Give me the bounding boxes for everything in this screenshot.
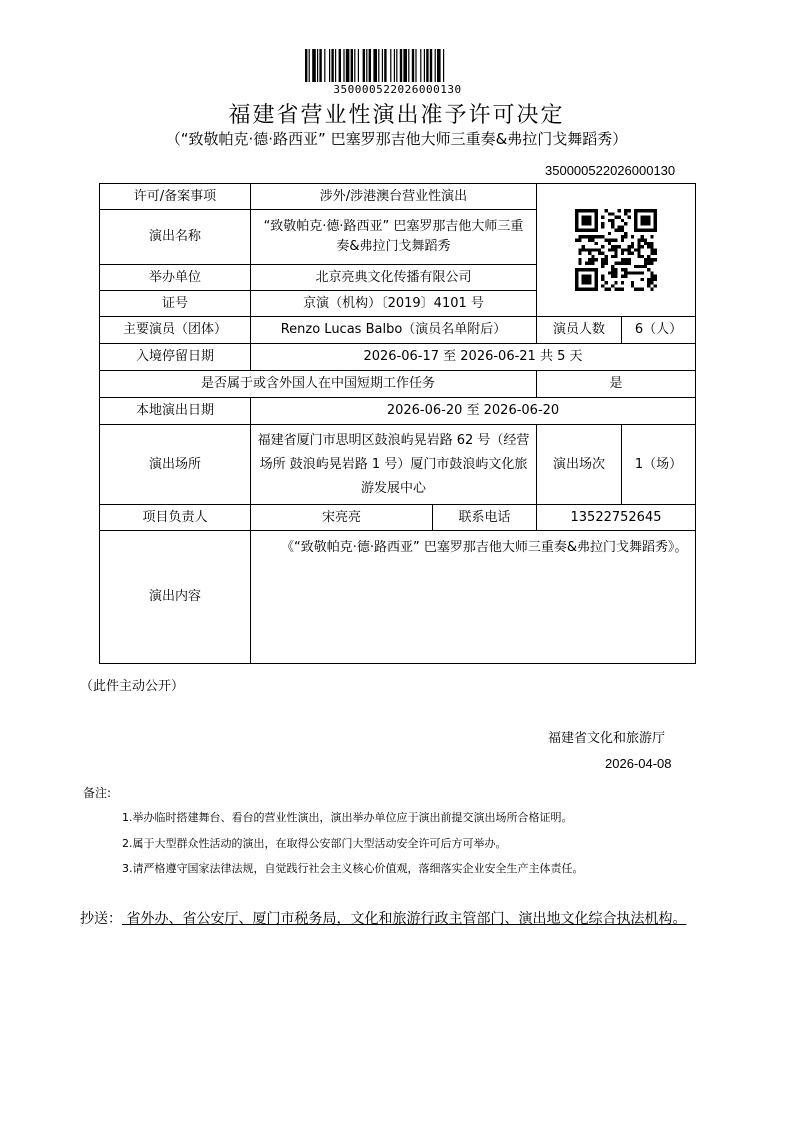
remark-item: 3.请严格遵守国家法律法规，自觉践行社会主义核心价值观，落细落实企业安全生产主体责任。	[122, 862, 584, 875]
document-subtitle: （“致敬帕克·德·路西亚” 巴塞罗那吉他大师三重奏&弗拉门戈舞蹈秀）	[165, 130, 628, 148]
permit-table	[99, 183, 696, 664]
field-value: 2026-06-17 至 2026-06-21 共 5 天	[251, 344, 696, 371]
table-row	[100, 425, 696, 505]
qr-code-cell	[537, 184, 696, 317]
field-label: 演出内容	[100, 531, 251, 664]
table-row	[100, 184, 696, 210]
table-row	[100, 371, 696, 398]
remark-item: 1.举办临时搭建舞台、看台的营业性演出，演出举办单位应于演出前提交演出场所合格证明。	[122, 811, 573, 824]
barcode-number: 350000522026000130	[333, 83, 462, 96]
field-value: 是	[537, 371, 696, 398]
field-label: 举办单位	[100, 265, 251, 291]
field-label: 许可/备案事项	[100, 184, 251, 210]
table-row	[100, 505, 696, 531]
field-label: 证号	[100, 291, 251, 317]
table-row	[100, 531, 696, 664]
remarks-label: 备注:	[83, 786, 112, 800]
public-notice: （此件主动公开）	[80, 679, 185, 694]
field-label: 入境停留日期	[100, 344, 251, 371]
field-value: 6（人）	[622, 317, 696, 344]
field-value: 涉外/涉港澳台营业性演出	[251, 184, 537, 210]
field-label: 项目负责人	[100, 505, 251, 531]
field-label: 演出场所	[100, 425, 251, 505]
field-label: 演出场次	[537, 425, 622, 505]
field-label: 演出名称	[100, 210, 251, 265]
field-label: 本地演出日期	[100, 398, 251, 425]
field-value: 京演（机构）〔2019〕4101 号	[251, 291, 537, 317]
table-row	[100, 317, 696, 344]
cc-list	[80, 908, 720, 930]
cc-recipients: 省外办、省公安厅、厦门市税务局，文化和旅游行政主管部门、演出地文化综合执法机构。	[122, 911, 687, 927]
field-value: 《“致敬帕克·德·路西亚” 巴塞罗那吉他大师三重奏&弗拉门戈舞蹈秀》。	[251, 531, 696, 664]
cc-label: 抄送：	[80, 911, 122, 927]
document-number: 350000522026000130	[545, 163, 676, 178]
field-value: “致敬帕克·德·路西亚” 巴塞罗那吉他大师三重奏&弗拉门戈舞蹈秀	[251, 210, 537, 265]
field-label: 主要演员（团体）	[100, 317, 251, 344]
issuing-authority: 福建省文化和旅游厅	[548, 731, 666, 746]
issue-date: 2026-04-08	[605, 756, 672, 771]
document-title: 福建省营业性演出准予许可决定	[228, 103, 565, 128]
table-row	[100, 398, 696, 425]
table-row	[100, 344, 696, 371]
field-value: 北京亮典文化传播有限公司	[251, 265, 537, 291]
field-label: 演员人数	[537, 317, 622, 344]
field-value: 福建省厦门市思明区鼓浪屿晃岩路 62 号（经营场所 鼓浪屿晃岩路 1 号）厦门市鼓浪屿文化旅游发展中心	[251, 425, 537, 505]
field-value: 2026-06-20 至 2026-06-20	[251, 398, 696, 425]
field-value: 1（场）	[622, 425, 696, 505]
field-label: 是否属于或含外国人在中国短期工作任务	[100, 371, 537, 398]
field-value: 13522752645	[537, 505, 696, 531]
barcode-image	[305, 49, 490, 82]
field-value: Renzo Lucas Balbo（演员名单附后）	[251, 317, 537, 344]
qr-code-icon	[575, 209, 657, 291]
field-label: 联系电话	[433, 505, 537, 531]
field-value: 宋亮亮	[251, 505, 433, 531]
remark-item: 2.属于大型群众性活动的演出，在取得公安部门大型活动安全许可后方可举办。	[122, 837, 507, 850]
